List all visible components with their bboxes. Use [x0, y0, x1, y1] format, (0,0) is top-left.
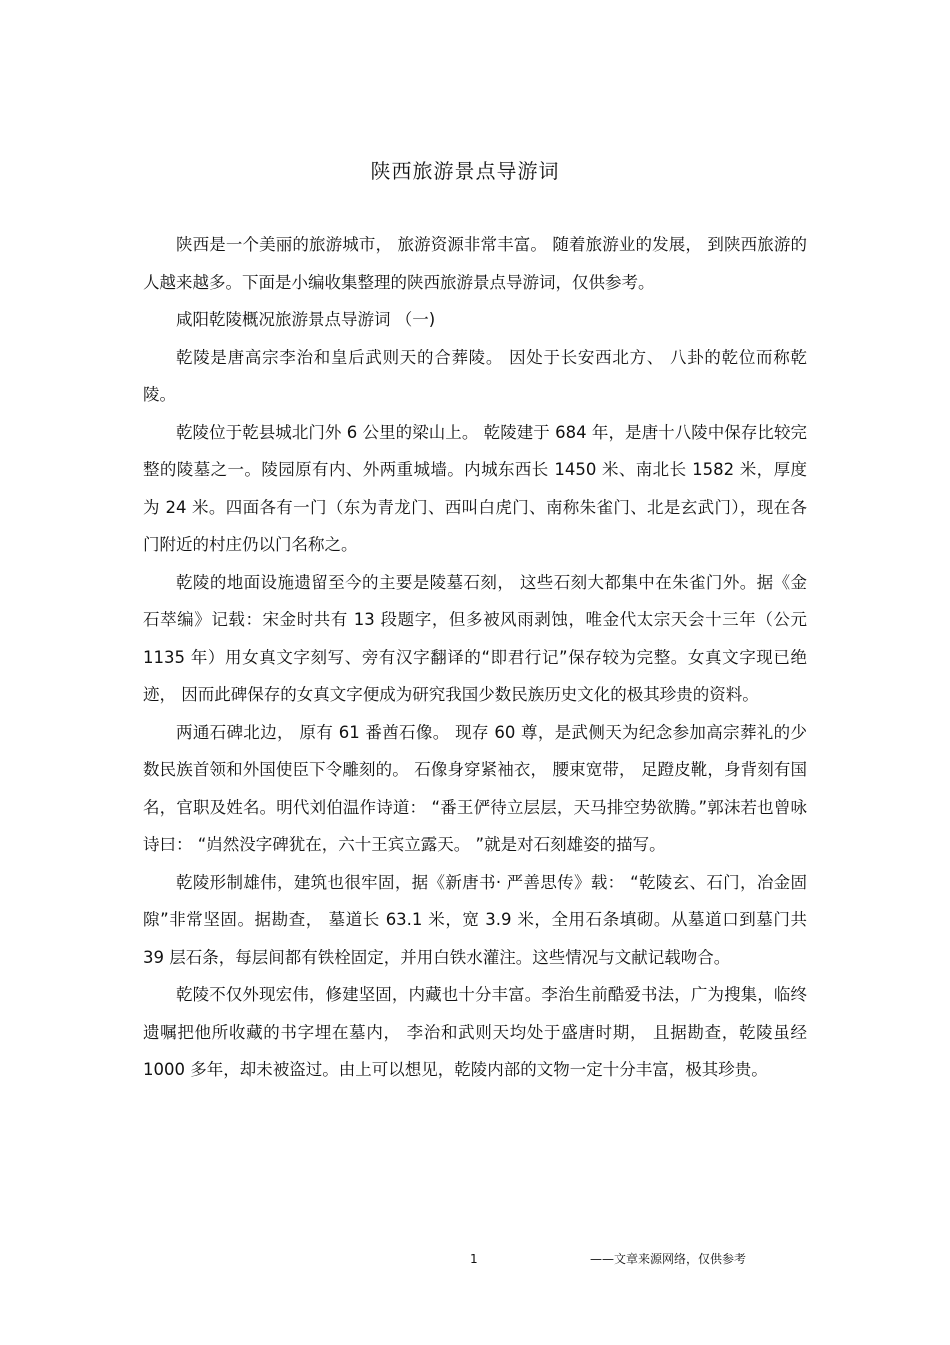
page-title: 陕西旅游景点导游词 — [370, 159, 560, 183]
paragraph-location: 乾陵位于乾县城北门外 6 公里的梁山上。 乾陵建于 684 年，是唐十八陵中保存比较完整的陵墓之一。陵园原有内、外两重城墙。内城东西长 1450 米、南北长 1582 米，厚度为 24 米。四面各有一门（东为青龙门、西叫白虎门、南称朱雀门、北是玄武门），现在各门附近的村庄仍以门名称之。 — [143, 422, 807, 554]
paragraph-stone-carvings: 乾陵的地面设施遗留至今的主要是陵墓石刻， 这些石刻大都集中在朱雀门外。据《金石萃编》记载：宋金时共有 13 段题字，但多被风雨剥蚀，唯金代太宗天会十三年（公元 1135 年）用女真文字刻写、旁有汉字翻译的“即君行记”保存较为完整。女真文字现已绝迹， 因而此碑保存的女真文字便成为研究我国少数民族历史文化的极其珍贵的资料。 — [143, 572, 807, 704]
paragraph-structure: 乾陵形制雄伟，建筑也很牢固，据《新唐书· 严善思传》载： “乾陵玄、石门，冶金固隙”非常坚固。据勘查， 墓道长 63.1 米，宽 3.9 米，全用石条填砌。从墓道口到墓门共 39 层石条，每层间都有铁栓固定，并用白铁水灌注。这些情况与文献记载吻合。 — [143, 872, 807, 967]
paragraph-intro: 陕西是一个美丽的旅游城市， 旅游资源非常丰富。 随着旅游业的发展， 到陕西旅游的人越来越多。下面是小编收集整理的陕西旅游景点导游词，仅供参考。 — [143, 235, 807, 292]
paragraph-statues: 两通石碑北边， 原有 61 番酋石像。 现存 60 尊，是武侧天为纪念参加高宗葬礼的少数民族首领和外国使臣下令雕刻的。 石像身穿紧袖衣， 腰束宽带， 足蹬皮靴，身背刻有国名，官职及姓名。明代刘伯温作诗道： “番王俨待立层层，天马排空势欲腾。”郭沫若也曾咏诗曰： “岿然没字碑犹在，六十王宾立露天。 ”就是对石刻雄姿的描写。 — [143, 722, 807, 854]
document-body — [143, 226, 807, 1089]
section-heading: 咸阳乾陵概况旅游景点导游词 （一) — [176, 310, 436, 329]
page-number: 1 — [470, 1252, 478, 1266]
paragraph-qianling-overview: 乾陵是唐高宗李治和皇后武则天的合葬陵。 因处于长安西北方、 八卦的乾位而称乾陵。 — [143, 347, 807, 404]
paragraph-treasures: 乾陵不仅外现宏伟，修建坚固，内藏也十分丰富。李治生前酷爱书法，广为搜集，临终遗嘱把他所收藏的书字埋在墓内， 李治和武则天均处于盛唐时期， 且据勘查，乾陵虽经 1000 多年，却未被盗过。由上可以想见，乾陵内部的文物一定十分丰富，极其珍贵。 — [143, 985, 807, 1079]
source-note: ——文章来源网络，仅供参考 — [590, 1252, 747, 1266]
